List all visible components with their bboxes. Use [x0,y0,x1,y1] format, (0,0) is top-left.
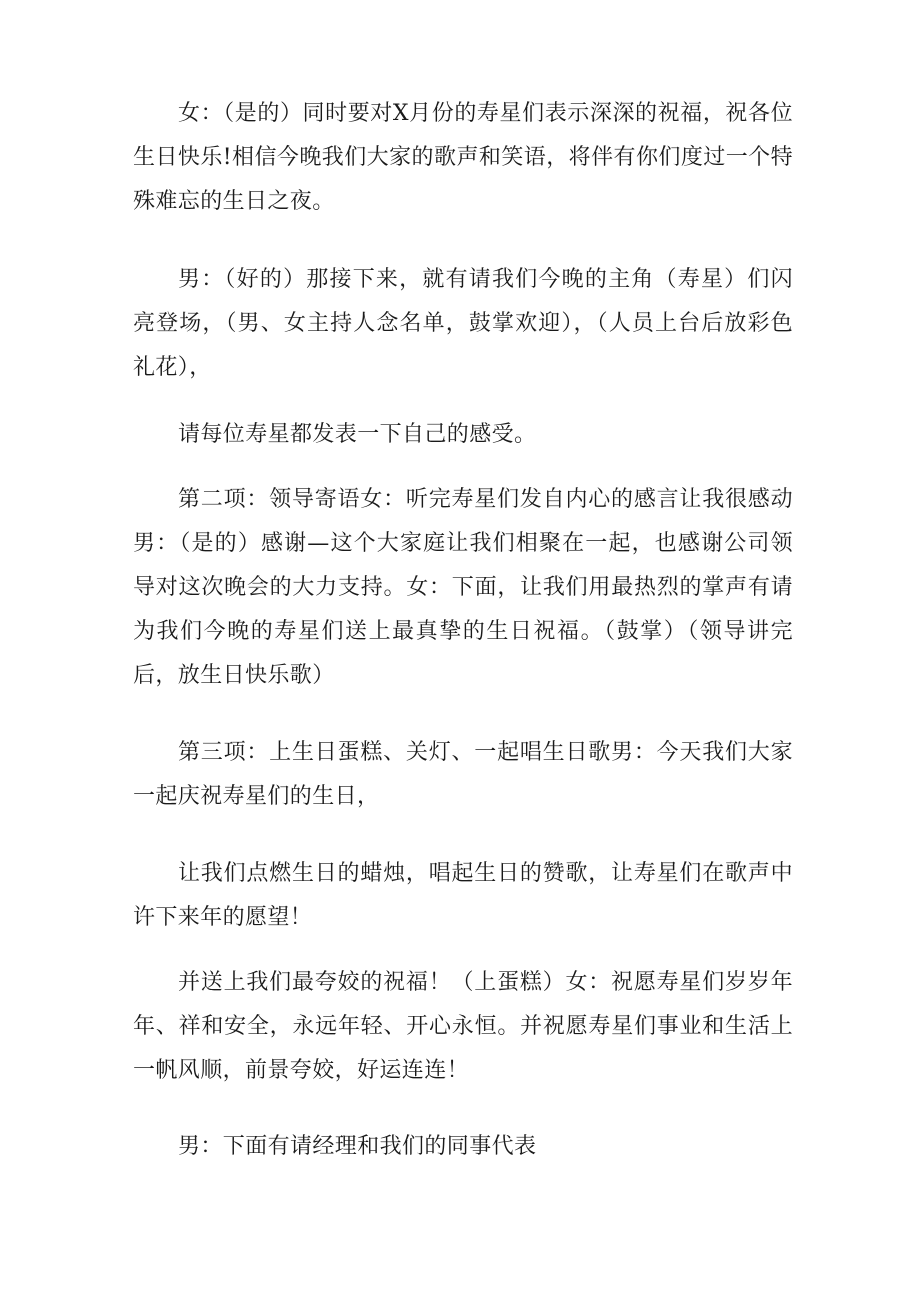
paragraph-best-wishes: 并送上我们最夸姣的祝福！（上蛋糕）女：祝愿寿星们岁岁年年、祥和安全，永远年轻、开心永恒。并祝愿寿星们事业和生活上一帆风顺，前景夸姣，好运连连！ [133,970,793,1083]
paragraph-birthday-blessing: 女：（是的）同时要对X月份的寿星们表示深深的祝福，祝各位生日快乐!相信今晚我们大家的歌声和笑语，将伴有你们度过一个特殊难忘的生日之夜。 [133,101,793,214]
paragraph-stars-entrance: 男：（好的）那接下来，就有请我们今晚的主角（寿星）们闪亮登场，（男、女主持人念名单，鼓掌欢迎），（人员上台后放彩色礼花）， [133,267,793,380]
paragraph-leader-message: 第二项：领导寄语女：听完寿星们发自内心的感言让我很感动男：（是的）感谢—这个大家庭让我们相聚在一起，也感谢公司领导对这次晚会的大力支持。女：下面，让我们用最热烈的掌声有请为我们今晚的寿星们送上最真挚的生日祝福。（鼓掌）（领导讲完后，放生日快乐歌） [133,487,793,688]
paragraph-birthday-cake: 第三项：上生日蛋糕、关灯、一起唱生日歌男：今天我们大家一起庆祝寿星们的生日， [133,740,793,809]
paragraph-share-feelings: 请每位寿星都发表一下自己的感受。 [178,422,537,447]
paragraph-light-candles: 让我们点燃生日的蜡烛，唱起生日的赞歌，让寿星们在歌声中许下来年的愿望！ [133,861,793,930]
paragraph-invite-manager: 男：下面有请经理和我们的同事代表 [178,1134,537,1159]
